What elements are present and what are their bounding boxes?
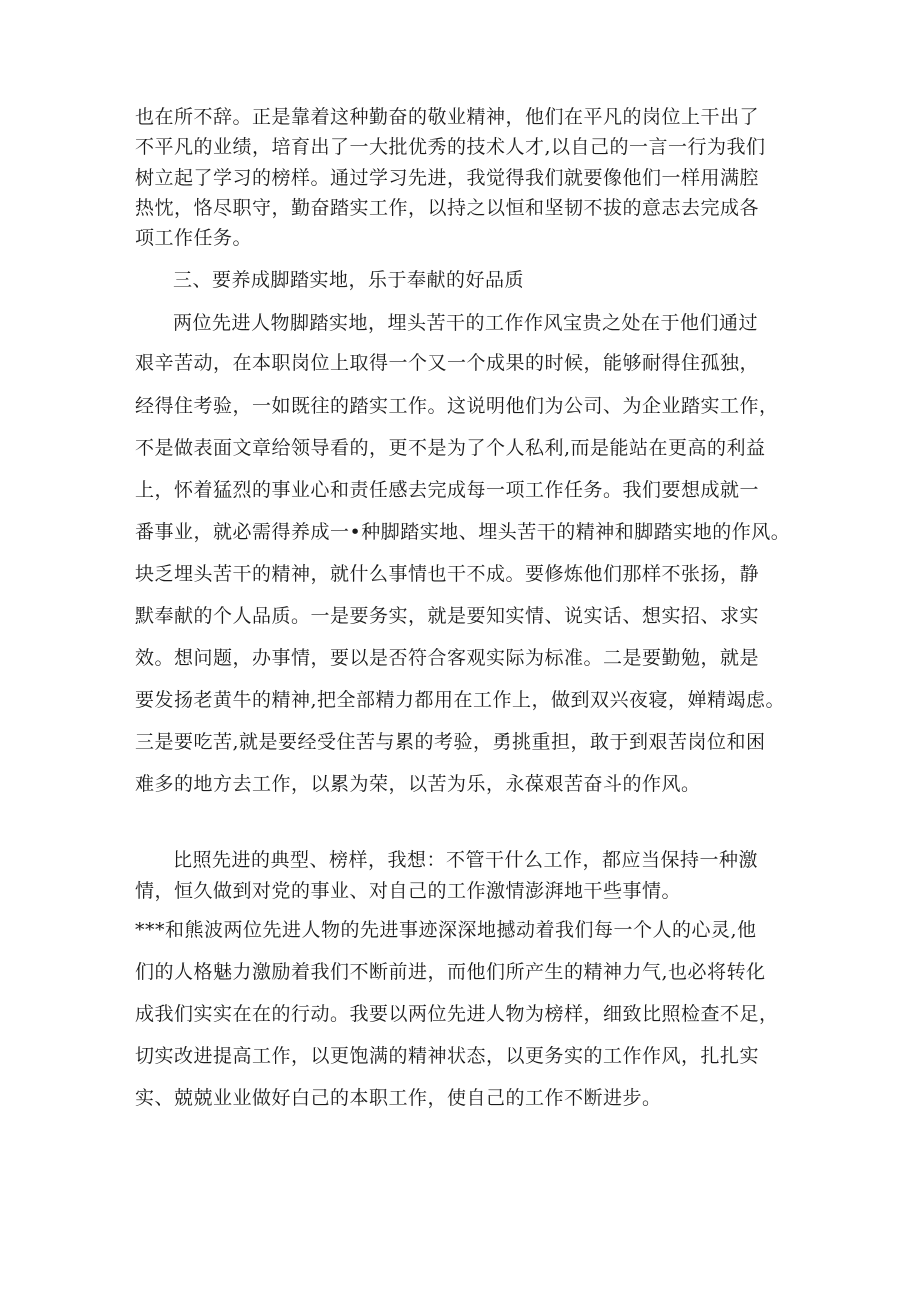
paragraph-line: 不是做表面文章给领导看的，更不是为了个人私利,而是能站在更高的利益 <box>135 437 766 459</box>
paragraph-line: 默奉献的个人品质。一是要务实，就是要知实情、说实话、想实招、求实 <box>135 605 760 627</box>
paragraph-line: 切实改进提高工作，以更饱满的精神状态，以更务实的工作作风，扎扎实 <box>135 1045 760 1067</box>
paragraph-line: 块乏埋头苦干的精神，就什么事情也干不成。要修炼他们那样不张扬，静 <box>135 563 760 585</box>
paragraph-line: 艰辛苦动，在本职岗位上取得一个又一个成果的时候，能够耐得住孤独， <box>135 352 760 374</box>
paragraph-line: 树立起了学习的榜样。通过学习先进，我觉得我们就要像他们一样用满腔 <box>135 167 760 189</box>
paragraph-line: 上，怀着猛烈的事业心和责任感去完成每一项工作任务。我们要想成就一 <box>135 479 760 501</box>
paragraph-line: 情，恒久做到对党的事业、对自己的工作激情澎湃地干些事情。 <box>135 880 682 902</box>
paragraph-line: 效。想问题，办事情，要以是否符合客观实际为标准。二是要勤勉，就是 <box>135 647 760 669</box>
paragraph-line: 不平凡的业绩，培育出了一大批优秀的技术人才,以自己的一言一行为我们 <box>135 136 766 158</box>
paragraph-line: ***和熊波两位先进人物的先进事迹深深地撼动着我们每一个人的心灵,他 <box>135 919 757 941</box>
section-heading: 三、要养成脚踏实地，乐于奉献的好品质 <box>173 269 525 291</box>
paragraph-line: 们的人格魅力激励着我们不断前进，而他们所产生的精神力气,也必将转化 <box>135 961 766 983</box>
paragraph-line: 要发扬老黄牛的精神,把全部精力都用在工作上，做到双兴夜寝，婵精竭虑。 <box>135 689 786 711</box>
paragraph-line: 实、兢兢业业做好白己的本职工作，使自己的工作不断进步。 <box>135 1087 662 1109</box>
paragraph-line: 经得住考验，一如既往的踏实工作。这说明他们为公司、为企业踏实工作， <box>135 395 779 417</box>
paragraph-line: 比照先进的典型、榜样，我想：不管干什么工作，都应当保持一种激 <box>173 849 759 871</box>
paragraph-line: 两位先进人物脚踏实地，埋头苦干的工作作风宝贵之处在于他们通过 <box>173 312 759 334</box>
paragraph-line: 番事业，就必需得养成一•种脚踏实地、埋头苦干的精神和脚踏实地的作风。 <box>135 521 791 543</box>
paragraph-line: 难多的地方去工作，以累为荣，以苦为乐，永葆艰苦奋斗的作风。 <box>135 773 701 795</box>
paragraph-line: 成我们实实在在的行动。我要以两位先进人物为榜样，细致比照检查不足， <box>135 1003 779 1025</box>
paragraph-line: 热忱，恪尽职守，勤奋踏实工作，以持之以恒和坚韧不拔的意志去完成各 <box>135 197 760 219</box>
paragraph-line: 三是要吃苦,就是要经受住苦与累的考验，勇挑重担，敢于到艰苦岗位和困 <box>135 731 766 753</box>
paragraph-line: 项工作任务。 <box>135 227 253 249</box>
paragraph-line: 也在所不辞。正是靠着这种勤奋的敬业精神，他们在平凡的岗位上干出了 <box>135 106 760 128</box>
